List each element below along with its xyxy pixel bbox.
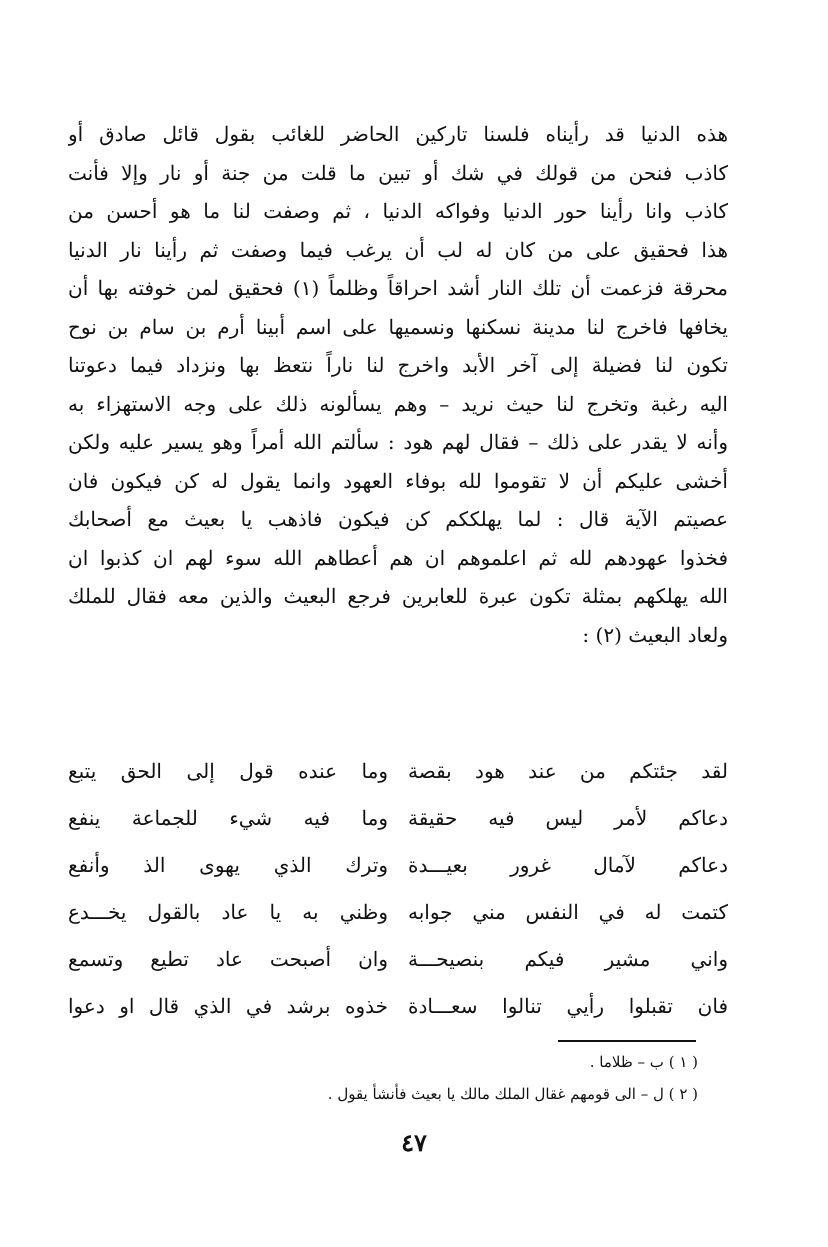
prose-line: يخافها فاخرج لنا مدينة نسكنها ونسميها على اسم أبينا أرم بن سام بن نوح <box>68 314 728 339</box>
verse-first-hemistich: دعاكم لآمال غرور بعيـــدة <box>408 853 728 877</box>
verse-first-hemistich: كتمت له في النفس مني جوابه <box>408 900 728 924</box>
prose-line: هذا فحقيق على من كان له لب أن يرغب فيما وصفت ثم رأينا نار الدنيا <box>68 237 728 262</box>
poem-verse <box>68 889 728 936</box>
footnote-divider <box>558 1040 696 1042</box>
poem-verse <box>68 842 728 889</box>
verse-second-hemistich: وما عنده قول إلى الحق يتبع <box>68 759 388 783</box>
poem-verse <box>68 795 728 842</box>
prose-line: عصيتم الآية قال : لما يهلككم كن فيكون فاذهب يا بعيث مع أصحابك <box>68 507 728 531</box>
verse-second-hemistich: وان أصبحت عاد تطيع وتسمع <box>68 947 388 971</box>
poem-verse <box>68 983 728 1030</box>
prose-line: فخذوا عهودهم لله ثم اعلموهم ان هم أعطاهم الله سوء لهم ان كذبوا ان <box>68 545 728 570</box>
verse-first-hemistich: فان تقبلوا رأيي تنالوا سعـــادة <box>408 994 728 1018</box>
prose-line: هذه الدنيا قد رأيناه فلسنا تاركين الحاضر للغائب بقول قائل صادق أو <box>68 122 728 146</box>
footnote: ( ٢ ) ل – الى قومهم غقال الملك مالك يا بعيث فأنشأ يقول . <box>327 1085 698 1103</box>
verse-second-hemistich: وترك الذي يهوى الذ وأنفع <box>68 853 388 877</box>
prose-line: ولعاد البعيث (٢) : <box>582 622 728 647</box>
prose-block <box>68 115 728 654</box>
verse-second-hemistich: وما فيه شيء للجماعة ينفع <box>68 806 388 830</box>
prose-line: أخشى عليكم أن لا تقوموا لله بوفاء العهود وانما يقول له كن فيكون فان <box>68 468 728 493</box>
prose-line: كاذب فنحن من قولك في شك أو تبين ما قلت من جنة أو نار وإلا فأنت <box>68 160 728 185</box>
poem-verse <box>68 936 728 983</box>
prose-line: وأنه لا يقدر على ذلك – فقال لهم هود : سألتم الله أمراً وهو يسير عليه ولكن <box>68 430 728 454</box>
footnote: ( ١ ) ب – ظلاما . <box>589 1053 698 1071</box>
footnotes <box>68 1046 698 1110</box>
page-number: ٤٧ <box>401 1128 427 1157</box>
verse-second-hemistich: خذوه برشد في الذي قال او دعوا <box>68 994 388 1018</box>
verse-first-hemistich: دعاكم لأمر ليس فيه حقيقة <box>408 806 728 830</box>
poem-verse <box>68 748 728 795</box>
prose-line: اليه رغبة وتخرج لنا حيث نريد – وهم يسألونه ذلك على وجه الاستهزاء به <box>68 391 728 416</box>
poem-block <box>68 748 728 1030</box>
verse-first-hemistich: واني مشير فيكم بنصيحـــة <box>408 947 728 971</box>
verse-first-hemistich: لقد جئتكم من عند هود بقصة <box>408 759 728 783</box>
prose-line: الله يهلكهم بمثلة تكون عبرة للعابرين فرجع البعيث والذين معه فقال للملك <box>68 584 728 608</box>
prose-line: كاذب وانا رأينا حور الدنيا وفواكه الدنيا ، ثم وصفت لنا ما هو أحسن من <box>68 199 728 223</box>
prose-line: تكون لنا فضيلة إلى آخر الأبد واخرج لنا ناراً نتعظ بها ونزداد فيما دعوتنا <box>68 353 728 377</box>
verse-second-hemistich: وظني به يا عاد بالقول يخـــدع <box>68 900 388 924</box>
prose-line: محرقة فزعمت أن تلك النار أشد احراقاً وظلماً (١) فحقيق لمن خوفته بها أن <box>68 276 728 300</box>
